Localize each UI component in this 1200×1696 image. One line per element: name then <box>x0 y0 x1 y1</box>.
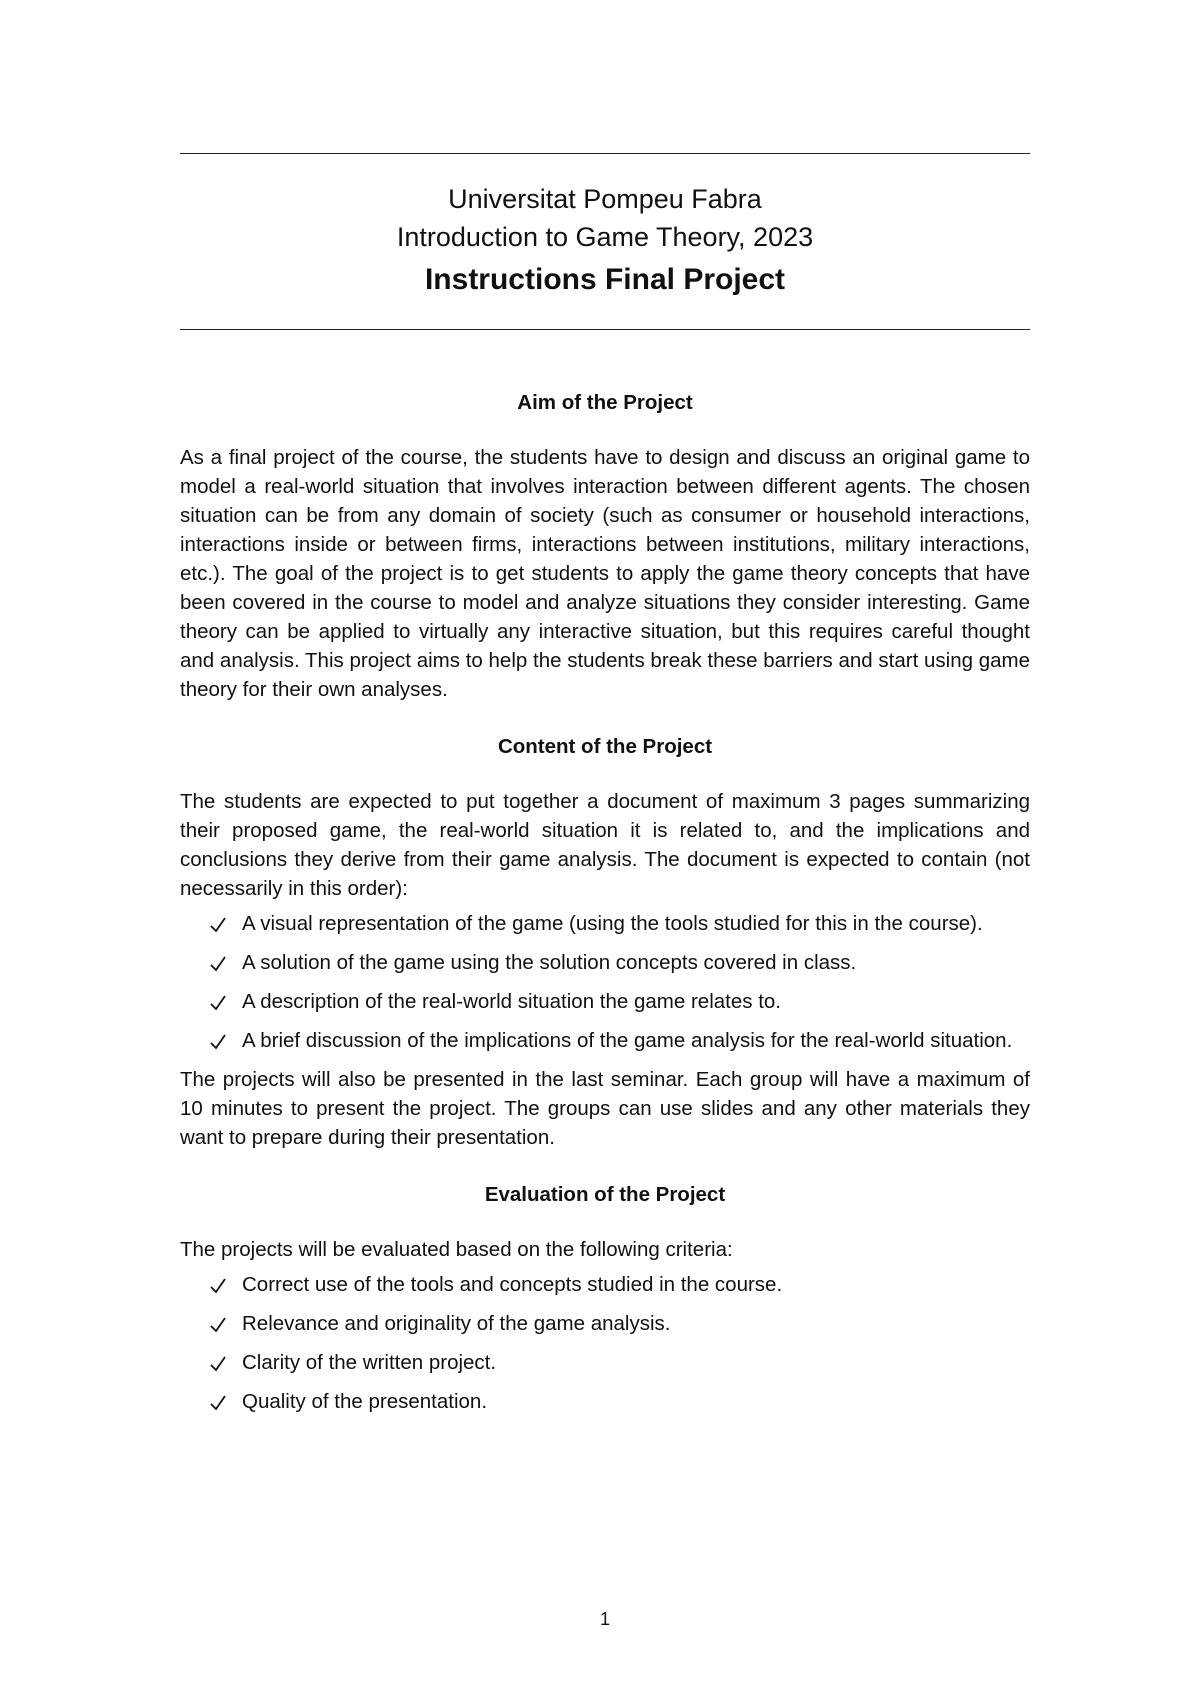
top-divider <box>180 153 1030 154</box>
check-icon <box>209 1348 227 1377</box>
check-icon <box>209 948 227 977</box>
evaluation-heading: Evaluation of the Project <box>484 1183 726 1206</box>
content-heading: Content of the Project <box>497 735 713 758</box>
evaluation-intro: The projects will be evaluated based on the following criteria: <box>180 1238 733 1261</box>
list-item <box>180 1348 1030 1377</box>
content-intro: The students are expected to put together a document of maximum 3 pages summarizing their proposed game, the real-world situation it is related to, and the implications and conclusions they derive from their game analysis. The document is expected to contain (not necessarily in this order): <box>180 790 1030 900</box>
document-header <box>180 180 1030 302</box>
list-item-text: Clarity of the written project. <box>242 1351 497 1374</box>
list-item-text: Relevance and originality of the game analysis. <box>242 1312 671 1335</box>
list-item <box>180 909 1030 938</box>
institution-name: Universitat Pompeu Fabra <box>448 184 762 214</box>
presentation-paragraph: The projects will also be presented in the last seminar. Each group will have a maximum of 10 minutes to present the project. The groups can use slides and any other materials they want to prepare during their presentation. <box>180 1068 1030 1149</box>
evaluation-checklist <box>180 1270 1030 1416</box>
list-item-text: A solution of the game using the solution concepts covered in class. <box>242 951 857 974</box>
check-icon <box>209 1026 227 1055</box>
list-item <box>180 987 1030 1016</box>
document-page <box>180 0 1030 1696</box>
list-item-text: Correct use of the tools and concepts studied in the course. <box>242 1273 783 1296</box>
list-item <box>180 1387 1030 1416</box>
list-item <box>180 1309 1030 1338</box>
list-item-text: A brief discussion of the implications of the game analysis for the real-world situation. <box>242 1029 1013 1052</box>
check-icon <box>209 1387 227 1416</box>
list-item <box>180 1026 1030 1055</box>
list-item <box>180 948 1030 977</box>
list-item-text: A visual representation of the game (using the tools studied for this in the course). <box>242 912 983 935</box>
check-icon <box>209 909 227 938</box>
page-number: 1 <box>599 1609 610 1629</box>
list-item-text: A description of the real-world situation the game relates to. <box>242 990 781 1013</box>
check-icon <box>209 1309 227 1338</box>
content-checklist <box>180 909 1030 1055</box>
aim-paragraph: As a final project of the course, the students have to design and discuss an original game to model a real-world situation that involves interaction between different agents. The chosen situation can be from any domain of society (such as consumer or household interactions, interactions inside or between firms, interactions between institutions, military interactions, etc.). The goal of the project is to get students to apply the game theory concepts that have been covered in the course to model and analyze situations they consider interesting. Game theory can be applied to virtually any interactive situation, but this requires careful thought and analysis. This project aims to help the students break these barriers and start using game theory for their own analyses. <box>180 446 1030 701</box>
list-item <box>180 1270 1030 1299</box>
document-body <box>180 388 1030 1426</box>
list-item-text: Quality of the presentation. <box>242 1390 488 1413</box>
check-icon <box>209 1270 227 1299</box>
check-icon <box>209 987 227 1016</box>
course-name: Introduction to Game Theory, 2023 <box>396 222 814 252</box>
document-title: Instructions Final Project <box>424 263 786 296</box>
aim-heading: Aim of the Project <box>517 391 693 414</box>
bottom-divider <box>180 329 1030 330</box>
